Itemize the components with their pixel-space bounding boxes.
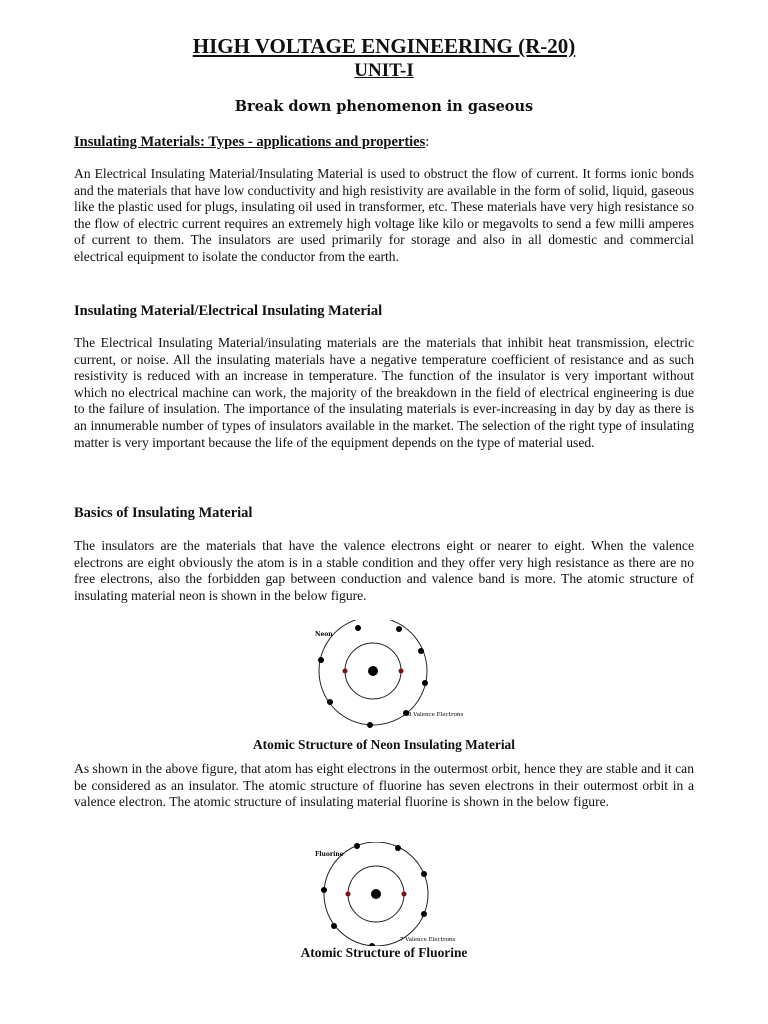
electron-label: 7 Valence Electrons xyxy=(400,937,456,943)
figure-caption-fluorine: Atomic Structure of Fluorine xyxy=(300,945,468,960)
nucleus xyxy=(371,889,381,899)
inner-electron xyxy=(399,669,404,674)
valence-electron xyxy=(355,625,361,631)
inner-electron xyxy=(402,892,407,897)
paragraph-fluorine-intro: As shown in the above figure, that atom has eight electrons in the outermost orbit, hence they are stable and it can be considered as an insulator. The atomic structure of fluorine has seven electrons in their outermost orbit in a valence electron. The atomic structure of insulating material fluorine is shown in the below figure. xyxy=(74,761,694,810)
fluorine-atom-figure xyxy=(312,842,492,946)
section-heading-insulating-materials xyxy=(74,134,429,151)
valence-electron xyxy=(354,843,360,849)
valence-electron xyxy=(318,657,324,663)
electron-label: 8 Valence Electrons xyxy=(408,712,464,718)
valence-electron xyxy=(367,722,373,728)
valence-electron xyxy=(421,911,427,917)
section-heading-text: Insulating Materials: Types - applications and properties xyxy=(74,134,426,150)
chapter-subtitle: Break down phenomenon in gaseous xyxy=(234,98,534,115)
inner-electron xyxy=(346,892,351,897)
valence-electron xyxy=(327,699,333,705)
neon-atom-figure xyxy=(310,620,500,728)
valence-electron xyxy=(418,648,424,654)
figure-caption-neon: Atomic Structure of Neon Insulating Material xyxy=(253,737,515,752)
atom-label: Fluorine xyxy=(315,851,344,858)
valence-electron xyxy=(321,887,327,893)
valence-electron xyxy=(395,845,401,851)
inner-electron xyxy=(343,669,348,674)
paragraph-electrical-insulating: The Electrical Insulating Material/insulating materials are the materials that inhibit heat transmission, electric current, or noise. All the insulating materials have a negative temperature coefficient of resistance and as such resistivity is reduced with an increase in temperature. The function of the insulator is very important without which no electrical machine can work, the majority of the breakdown in the field of electrical engineering is due to the failure of insulation. The importance of the insulating materials is ever-increasing in day by day as there is an innumerable number of types of insulators available in the market. The selection of the right type of insulating matter is very important because the life of the equipment depends on the type of material used. xyxy=(74,335,694,450)
section-heading-basics: Basics of Insulating Material xyxy=(74,505,253,521)
atom-label: Neon xyxy=(315,631,333,638)
nucleus xyxy=(368,666,378,676)
valence-electron xyxy=(422,680,428,686)
section-heading-electrical-insulating: Insulating Material/Electrical Insulating Material xyxy=(74,303,383,319)
valence-electron xyxy=(331,923,337,929)
paragraph-insulating-materials: An Electrical Insulating Material/Insulating Material is used to obstruct the flow of current. It forms ionic bonds and the materials that have low conductivity and high resistivity are available in the form of solid, liquid, gaseous like the plastic used for plugs, insulating oil used in transformer, etc. These materials have very high resistance so the flow of electric current requires an extremely high voltage like kilo or megavolts to send a few milli amperes of current to them. The insulators are used primarily for storage and also in all domestic and commercial electrical equipment to isolate the conductor from the earth. xyxy=(74,166,694,264)
heading-colon: : xyxy=(425,134,430,150)
valence-electron xyxy=(396,626,402,632)
paragraph-basics: The insulators are the materials that have the valence electrons eight or nearer to eight. When the valence electrons are eight obviously the atom is in a stable condition and they offer very high resistance as there are no free electrons, also the forbidden gap between conduction and valence band is more. The atomic structure of insulating material neon is shown in the below figure. xyxy=(74,538,694,603)
document-title: HIGH VOLTAGE ENGINEERING (R-20) xyxy=(192,34,576,58)
valence-electron xyxy=(421,871,427,877)
unit-heading: UNIT-I xyxy=(354,60,414,81)
